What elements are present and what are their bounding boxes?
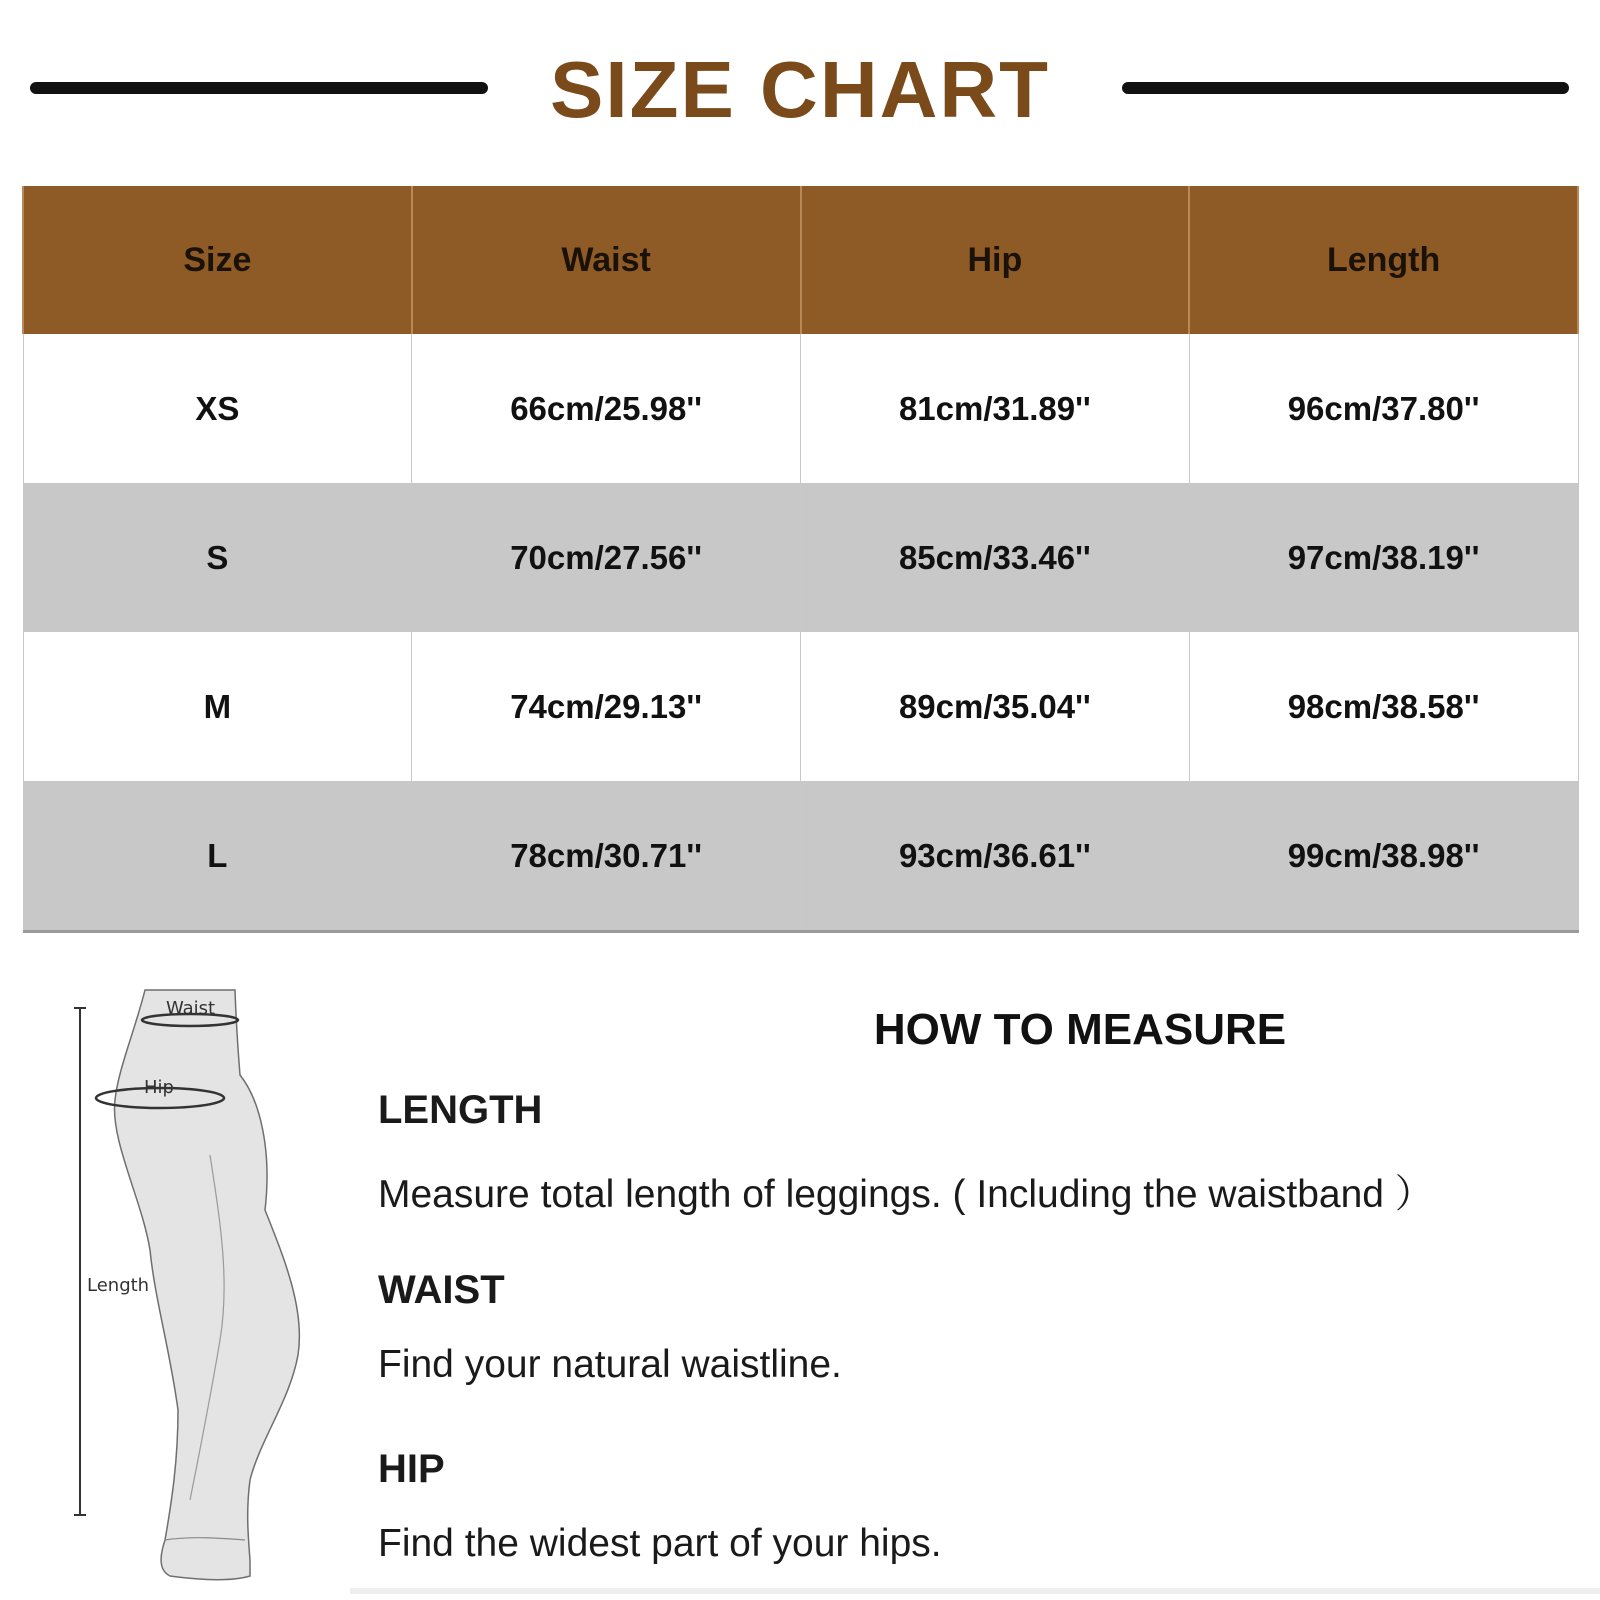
leggings-figure: [60, 980, 340, 1590]
cell-length: 96cm/37.80'': [1189, 334, 1578, 483]
header-waist: Waist: [412, 186, 801, 334]
cell-length: 99cm/38.98'': [1189, 781, 1578, 932]
cell-waist: 78cm/30.71'': [412, 781, 801, 932]
cell-length: 97cm/38.19'': [1189, 483, 1578, 632]
size-table: [22, 186, 1579, 933]
bottom-divider: [350, 1588, 1600, 1594]
length-heading: LENGTH: [378, 1088, 543, 1132]
title-rule-left: [30, 82, 488, 94]
cell-hip: 89cm/35.04'': [801, 632, 1190, 781]
page-title: SIZE CHART: [550, 45, 1050, 134]
cell-size: XS: [23, 334, 412, 483]
table-row: [23, 483, 1578, 632]
table-row: [23, 334, 1578, 483]
length-section: [378, 1088, 1578, 1219]
cell-waist: 70cm/27.56'': [412, 483, 801, 632]
hip-text: Find the widest part of your hips.: [378, 1522, 942, 1565]
length-label: Length: [87, 1275, 150, 1296]
header-length: Length: [1189, 186, 1578, 334]
cell-length: 98cm/38.58'': [1189, 632, 1578, 781]
cell-hip: 81cm/31.89'': [801, 334, 1190, 483]
cell-waist: 66cm/25.98'': [412, 334, 801, 483]
how-to-measure-title: HOW TO MEASURE: [873, 1005, 1287, 1054]
title-row: [0, 40, 1600, 140]
table-row: [23, 632, 1578, 781]
header-hip: Hip: [801, 186, 1190, 334]
table-row: [23, 781, 1578, 932]
cell-size: L: [23, 781, 412, 932]
cell-hip: 93cm/36.61'': [801, 781, 1190, 932]
title-rule-right: [1122, 82, 1569, 94]
table-header-row: [23, 186, 1578, 334]
header-size: Size: [23, 186, 412, 334]
waist-text: Find your natural waistline.: [378, 1343, 842, 1386]
waist-label: Waist: [166, 998, 216, 1019]
waist-heading: WAIST: [378, 1268, 505, 1312]
hip-label: Hip: [144, 1077, 174, 1098]
cell-hip: 85cm/33.46'': [801, 483, 1190, 632]
length-text: Measure total length of leggings. ( Including the waistband ）: [378, 1173, 1434, 1216]
cell-size: S: [23, 483, 412, 632]
hip-section: [378, 1447, 1578, 1566]
cell-waist: 74cm/29.13'': [412, 632, 801, 781]
waist-section: [378, 1268, 1578, 1387]
cell-size: M: [23, 632, 412, 781]
hip-heading: HIP: [378, 1447, 445, 1491]
